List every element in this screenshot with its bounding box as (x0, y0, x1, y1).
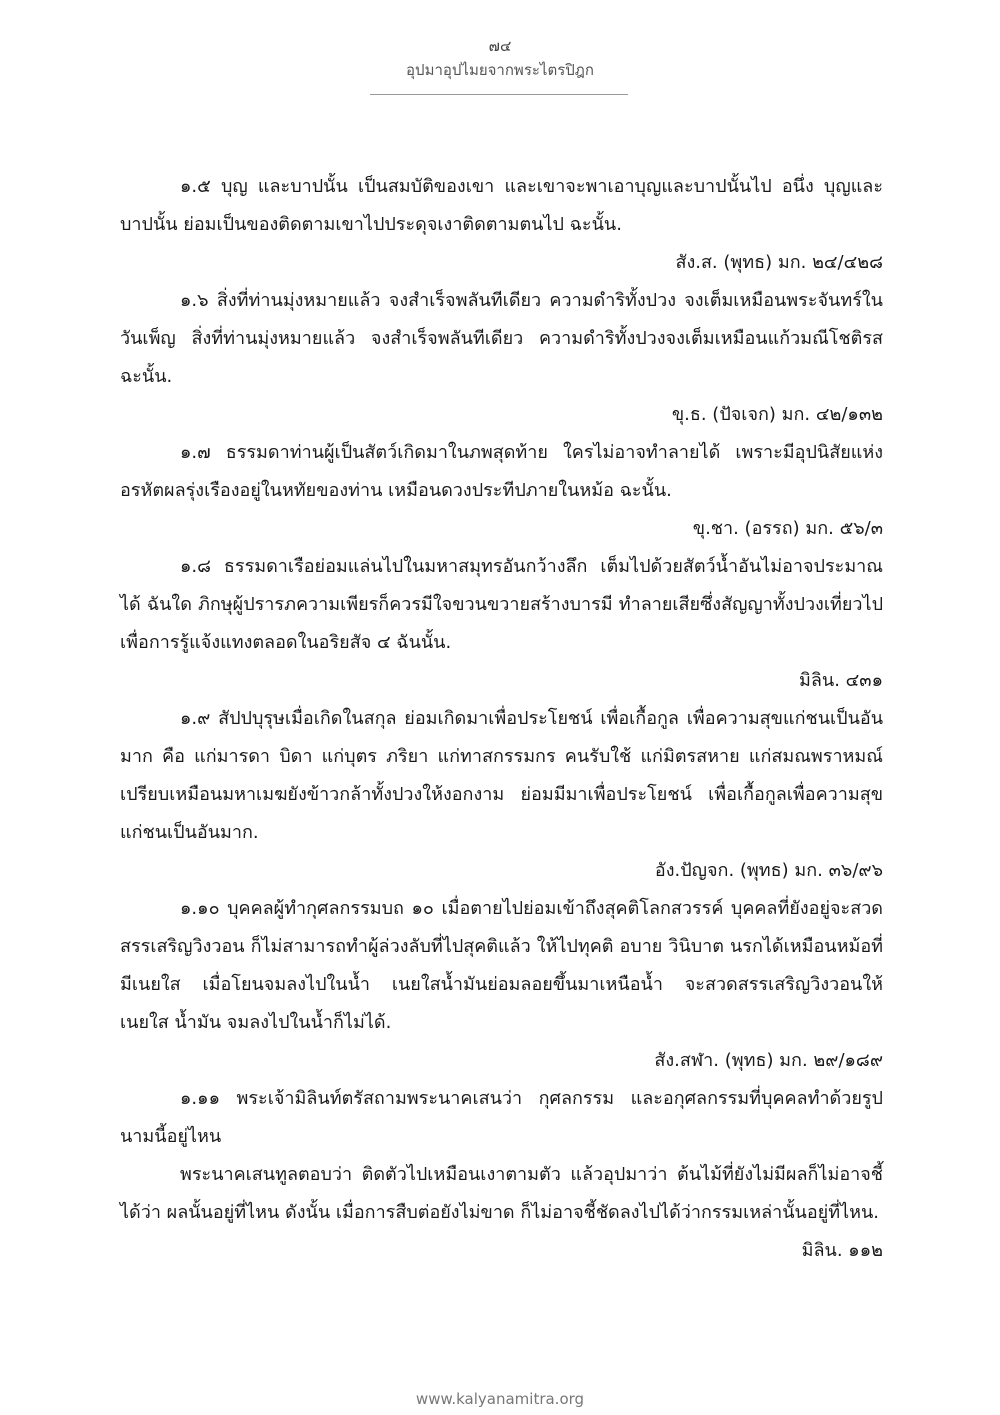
entry-1-9 (120, 700, 883, 890)
running-title: อุปมาอุปไมยจากพระไตรปิฎก (406, 61, 594, 79)
paragraph: ๑.๑๑ พระเจ้ามิลินท์ตรัสถามพระนาคเสนว่า กุศลกรรม และอกุศลกรรมที่บุคคลทำด้วยรูปนามนี้อยู่ไหน (120, 1088, 883, 1147)
citation: ขุ.ธ. (ปัจเจก) มก. ๔๒/๑๓๒ (671, 404, 883, 425)
page-body (120, 168, 883, 1270)
entry-1-8 (120, 548, 883, 700)
paragraph: ๑.๖ สิ่งที่ท่านมุ่งหมายแล้ว จงสำเร็จพลันทีเดียว ความดำริทั้งปวง จงเต็มเหมือนพระจันทร์ในวันเพ็ญ สิ่งที่ท่านมุ่งหมายแล้ว จงสำเร็จพลันทีเดียว ความดำริทั้งปวงจงเต็มเหมือนแก้วมณีโชติรส ฉะนั้น. (120, 290, 883, 387)
entry-1-6 (120, 282, 883, 434)
page-number: ๗๔ (488, 37, 512, 55)
citation: สัง.ส. (พุทธ) มก. ๒๔/๔๒๘ (675, 252, 883, 273)
entry-1-7 (120, 434, 883, 548)
citation: สัง.สฬา. (พุทธ) มก. ๒๙/๑๘๙ (654, 1050, 883, 1071)
paragraph: ๑.๗ ธรรมดาท่านผู้เป็นสัตว์เกิดมาในภพสุดท้าย ใครไม่อาจทำลายได้ เพราะมีอุปนิสัยแห่งอรหัตผลรุ่งเรืองอยู่ในหทัยของท่าน เหมือนดวงประทีปภายในหม้อ ฉะนั้น. (120, 442, 883, 501)
header-divider (370, 94, 628, 95)
entry-1-11 (120, 1080, 883, 1270)
citation: อัง.ปัญจก. (พุทธ) มก. ๓๖/๙๖ (654, 860, 883, 881)
citation: ขุ.ชา. (อรรถ) มก. ๕๖/๓ (692, 518, 883, 539)
paragraph: พระนาคเสนทูลตอบว่า ติดตัวไปเหมือนเงาตามตัว แล้วอุปมาว่า ต้นไม้ที่ยังไม่มีผลก็ไม่อาจชี้ได้ว่า ผลนั้นอยู่ที่ไหน ดังนั้น เมื่อการสืบต่อยังไม่ขาด ก็ไม่อาจชี้ชัดลงไปได้ว่ากรรมเหล่านั้นอยู่ที่ไหน. (120, 1164, 883, 1223)
paragraph: ๑.๕ บุญ และบาปนั้น เป็นสมบัติของเขา และเขาจะพาเอาบุญและบาปนั้นไป อนึ่ง บุญและบาปนั้น ย่อมเป็นของติดตามเขาไปประดุจเงาติดตามตนไป ฉะนั้น. (120, 176, 883, 235)
citation: มิลิน. ๑๑๒ (801, 1240, 883, 1261)
paragraph: ๑.๙ สัปปบุรุษเมื่อเกิดในสกุล ย่อมเกิดมาเพื่อประโยชน์ เพื่อเกื้อกูล เพื่อความสุขแก่ชนเป็นอันมาก คือ แก่มารดา บิดา แก่บุตร ภริยา แก่ทาสกรรมกร คนรับใช้ แก่มิตรสหาย แก่สมณพราหมณ์ เปรียบเหมือนมหาเมฆยังข้าวกล้าทั้งปวงให้งอกงาม ย่อมมีมาเพื่อประโยชน์ เพื่อเกื้อกูลเพื่อความสุขแก่ชนเป็นอันมาก. (120, 708, 883, 843)
citation: มิลิน. ๔๓๑ (799, 670, 883, 691)
footer-url[interactable]: www.kalyanamitra.org (415, 1390, 585, 1408)
paragraph: ๑.๘ ธรรมดาเรือย่อมแล่นไปในมหาสมุทรอันกว้างลึก เต็มไปด้วยสัตว์น้ำอันไม่อาจประมาณได้ ฉันใด ภิกษุผู้ปรารภความเพียรก็ควรมีใจขวนขวายสร้างบารมี ทำลายเสียซึ่งสัญญาทั้งปวงเที่ยวไปเพื่อการรู้แจ้งแทงตลอดในอริยสัจ ๔ ฉันนั้น. (120, 556, 883, 653)
entry-1-5 (120, 168, 883, 282)
paragraph: ๑.๑๐ บุคคลผู้ทำกุศลกรรมบถ ๑๐ เมื่อตายไปย่อมเข้าถึงสุคติโลกสวรรค์ บุคคลที่ยังอยู่จะสวดสรรเสริญวิงวอน ก็ไม่สามารถทำผู้ล่วงลับที่ไปสุคติแล้ว ให้ไปทุคติ อบาย วินิบาต นรกได้เหมือนหม้อที่มีเนยใส เมื่อโยนจมลงไปในน้ำ เนยใสน้ำมันย่อมลอยขึ้นมาเหนือน้ำ จะสวดสรรเสริญวิงวอนให้เนยใส น้ำมัน จมลงไปในน้ำก็ไม่ได้. (120, 898, 883, 1033)
entry-1-10 (120, 890, 883, 1080)
